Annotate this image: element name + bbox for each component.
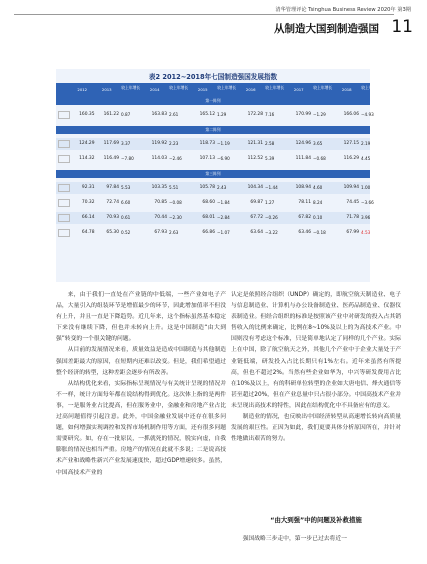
index-cell: 108.94 — [295, 185, 311, 190]
index-cell: 68.01 — [202, 215, 215, 220]
index-cell: 127.15 — [343, 141, 359, 146]
growth-cell: 6.60 — [121, 200, 131, 205]
growth-cell: 2.19 — [361, 141, 371, 146]
table-row — [56, 212, 370, 224]
growth-cell: −3.66 — [361, 200, 374, 205]
china-flag-icon — [58, 184, 70, 192]
france-flag-icon — [58, 199, 70, 207]
growth-cell: 2.61 — [169, 112, 179, 117]
index-cell: 104.34 — [247, 185, 263, 190]
table-row — [56, 153, 370, 165]
growth-cell: −7.80 — [121, 156, 134, 161]
growth-cell: 1.29 — [217, 112, 227, 117]
column-header: 2012 — [77, 87, 88, 92]
table-row — [56, 109, 374, 121]
growth-cell: 2.23 — [169, 141, 179, 146]
index-cell: 70.85 — [154, 200, 167, 205]
table-row — [56, 197, 374, 209]
paragraph: 制造业的情况，也反映出中国经济转型从高速增长转向高质量发展的艰巨性。正因为如此，我们更要具体分析原因所在，并针对性地做出艰苦的努力。 — [231, 414, 401, 443]
index-cell: 118.73 — [199, 141, 215, 146]
index-cell: 107.13 — [199, 156, 215, 161]
growth-cell: 2.63 — [169, 230, 179, 235]
index-cell: 66.14 — [81, 215, 95, 220]
index-cell: 67.99 — [346, 230, 359, 235]
index-cell: 163.83 — [151, 112, 167, 117]
growth-cell: 5.39 — [265, 156, 275, 161]
japan-flag-icon — [58, 155, 70, 163]
table-title: 表2 2012~2018年七国制造强国发展指数 — [148, 73, 278, 81]
index-cell: 64.78 — [81, 230, 95, 235]
growth-cell: 5.53 — [121, 185, 131, 190]
growth-cell: −1.19 — [217, 141, 230, 146]
korea-flag-icon — [58, 229, 70, 237]
growth-cell: −0.18 — [313, 230, 326, 235]
growth-cell: 1.27 — [265, 200, 275, 205]
index-cell: 71.78 — [346, 215, 359, 220]
paragraph: 强国战略三步走中，第一步已过去将近一 — [242, 536, 347, 542]
column-header: 较上年增长 — [217, 84, 237, 90]
growth-cell: 0.52 — [121, 230, 131, 235]
paragraph: 认定是依照经合组织（UNDP）确定的，即航空航天制造业、电子与信息制造业、计算机与办公设备制造业、医药品制造业、仪器仪表制造业。但经合组织的标准是按照该产业中对研发的投入占其销售收入的比例来确定，比例在8~10%及以上的为高技术产业。中国则没有考虑这个标准，只是简单地认定了同样的几个产业。实际上在中国，除了航空航天之外，其他几个产业中于企业大量处于产业链低端，研发投入占比长期只有1%左右。近年来虽然有所提高，但也不超过2%。当然有些企业如华为，中兴等研发费用占比在10%及以上，有的科研单位转型的企业如大唐电信、烽火通信等甚至超过20%，但在产业总量中只占很小部分。中国高技术产业并未呈现出高技术的特性，因此在结构优化中不具备应有的意义。 — [231, 292, 401, 409]
index-cell: 114.32 — [79, 156, 95, 161]
table-section-header: 第三阵列 — [56, 170, 370, 178]
column-header: 2016 — [245, 87, 256, 92]
growth-cell: −1.29 — [313, 112, 326, 117]
growth-cell: 4.53 — [361, 230, 371, 235]
index-cell: 72.74 — [106, 200, 119, 205]
header-rule — [14, 14, 394, 15]
growth-cell: 2.58 — [265, 141, 275, 146]
index-cell: 70.32 — [81, 200, 95, 205]
index-cell: 166.06 — [343, 112, 359, 117]
growth-cell: 3.37 — [121, 141, 131, 146]
index-cell: 112.52 — [247, 156, 263, 161]
growth-cell: −2.30 — [169, 215, 182, 220]
data-table — [56, 69, 381, 282]
column-header: 较上年增长 — [265, 84, 285, 90]
index-cell: 65.30 — [106, 230, 119, 235]
index-cell: 124.29 — [79, 141, 95, 146]
growth-cell: 1.00 — [361, 185, 371, 190]
index-cell: 124.96 — [295, 141, 311, 146]
index-cell: 66.86 — [202, 230, 215, 235]
index-cell: 70.44 — [154, 215, 167, 220]
table-row — [56, 138, 370, 150]
index-cell: 63.64 — [250, 230, 263, 235]
paragraph: 从目前的发展情况来看，质量效益是造成中国制造与其他制造强国差距最大的原因，在短期内还难以改变。但是，我们希望通过整个经济的转型，这种差距会逐步有所改善。 — [56, 347, 226, 376]
growth-cell: 3.65 — [313, 141, 323, 146]
table-row — [56, 227, 370, 239]
index-cell: 109.94 — [343, 185, 359, 190]
growth-cell: −2.84 — [217, 215, 230, 220]
growth-cell: −2.46 — [169, 156, 182, 161]
table-section-header: 第二阵列 — [56, 126, 370, 134]
column-header: 较上年增长 — [313, 84, 333, 90]
table-section-header: 第一阵列 — [56, 97, 370, 105]
growth-cell: 4.45 — [361, 156, 371, 161]
uk-flag-icon — [58, 214, 70, 222]
index-cell: 105.78 — [199, 185, 215, 190]
index-cell: 92.31 — [81, 185, 95, 190]
index-cell: 63.46 — [298, 230, 311, 235]
growth-cell: −0.68 — [313, 156, 326, 161]
index-cell: 116.49 — [103, 156, 119, 161]
index-cell: 97.84 — [106, 185, 119, 190]
growth-cell: −1.84 — [217, 200, 230, 205]
growth-cell: −1.07 — [217, 230, 230, 235]
index-cell: 172.28 — [247, 112, 263, 117]
growth-cell: 5.51 — [169, 185, 179, 190]
index-cell: 170.99 — [295, 112, 311, 117]
index-cell: 121.31 — [247, 141, 263, 146]
index-cell: 74.45 — [346, 200, 359, 205]
growth-cell: −6.90 — [217, 156, 230, 161]
column-header: 2018 — [341, 87, 352, 92]
column-header: 2014 — [149, 87, 160, 92]
page-number: 11 — [391, 17, 413, 37]
growth-cell: 2.43 — [217, 185, 227, 190]
paragraph: 从结构优化来看，实际指标呈现情况与有关统计呈现的情况并不一样，统计方面每年都在说结构得到优化。这次体上指的是两件事，一是服务业占比提高，但在服务业中，金融业和房地产业占比过高问题值得引起注意。此外，中国金融业发展中还存在很多问题，如何增强实现调控和发挥市场机制作用等方面，还有很多问题需要研究。如，存在一批原民，一抓就死的情况，脱实向虚，自我膨胀的情况也相当严重。房地产的情况在此就不多说；二是说高技术产业和战略性新兴产业发展速度快，超过GDP增速较多。虽然，中国高技术产业的 — [56, 380, 226, 476]
index-cell: 117.69 — [103, 141, 119, 146]
journal-header: 清华管理评论 Tsinghua Business Review 2020年 第3期 — [275, 7, 411, 13]
growth-cell: −0.26 — [265, 215, 278, 220]
growth-cell: 8.24 — [313, 200, 323, 205]
section-subheading: “由大到强”中的问题及补救措施 — [270, 516, 362, 524]
column-header: 较上年增长 — [361, 84, 381, 90]
table-row — [56, 182, 370, 194]
body-left-column — [56, 290, 226, 535]
index-cell: 68.60 — [202, 200, 215, 205]
growth-cell: 0.61 — [121, 215, 131, 220]
column-header: 2015 — [197, 87, 208, 92]
index-cell: 103.35 — [151, 185, 167, 190]
index-cell: 111.84 — [295, 156, 311, 161]
index-cell: 165.12 — [199, 112, 215, 117]
growth-cell: 7.16 — [265, 112, 275, 117]
growth-cell: −0.08 — [169, 200, 182, 205]
germany-flag-icon — [58, 140, 70, 148]
index-cell: 67.93 — [154, 230, 167, 235]
us-flag-icon — [58, 111, 70, 119]
growth-cell: 0.10 — [313, 215, 323, 220]
index-cell: 70.93 — [106, 215, 119, 220]
body-right-column — [231, 290, 401, 560]
growth-cell: −1.44 — [265, 185, 278, 190]
index-cell: 78.11 — [298, 200, 311, 205]
growth-cell: 4.60 — [313, 185, 323, 190]
table-header-row — [56, 83, 381, 97]
index-cell: 67.72 — [250, 215, 263, 220]
column-header: 较上年增长 — [169, 84, 189, 90]
paragraph: 来，由于我们一直处在产业链的中低端，一些产业如电子产品，大量引入的组装环节是增值最少的环节，因此增加值率不但没有上升，并且一直是下降趋势。近几年来，这个指标虽然基本稳定下来没有继续下降，但也并未转向上升。这是中国制造“由大到强”转变的一个很关键的问题。 — [56, 292, 226, 343]
index-cell: 161.22 — [103, 112, 119, 117]
index-cell: 69.87 — [250, 200, 263, 205]
growth-cell: −3.22 — [265, 230, 278, 235]
column-header: 2013 — [101, 87, 112, 92]
growth-cell: 0.87 — [121, 112, 131, 117]
index-cell: 160.35 — [79, 112, 95, 117]
index-cell: 119.92 — [151, 141, 167, 146]
index-cell: 116.29 — [343, 156, 359, 161]
section-title: 从制造大国到制造强国 — [274, 23, 379, 35]
growth-cell: −4.93 — [361, 112, 374, 117]
column-header: 较上年增长 — [121, 84, 141, 90]
index-cell: 114.03 — [151, 156, 167, 161]
column-header: 2017 — [293, 87, 304, 92]
index-cell: 67.82 — [298, 215, 311, 220]
growth-cell: 3.96 — [361, 215, 371, 220]
